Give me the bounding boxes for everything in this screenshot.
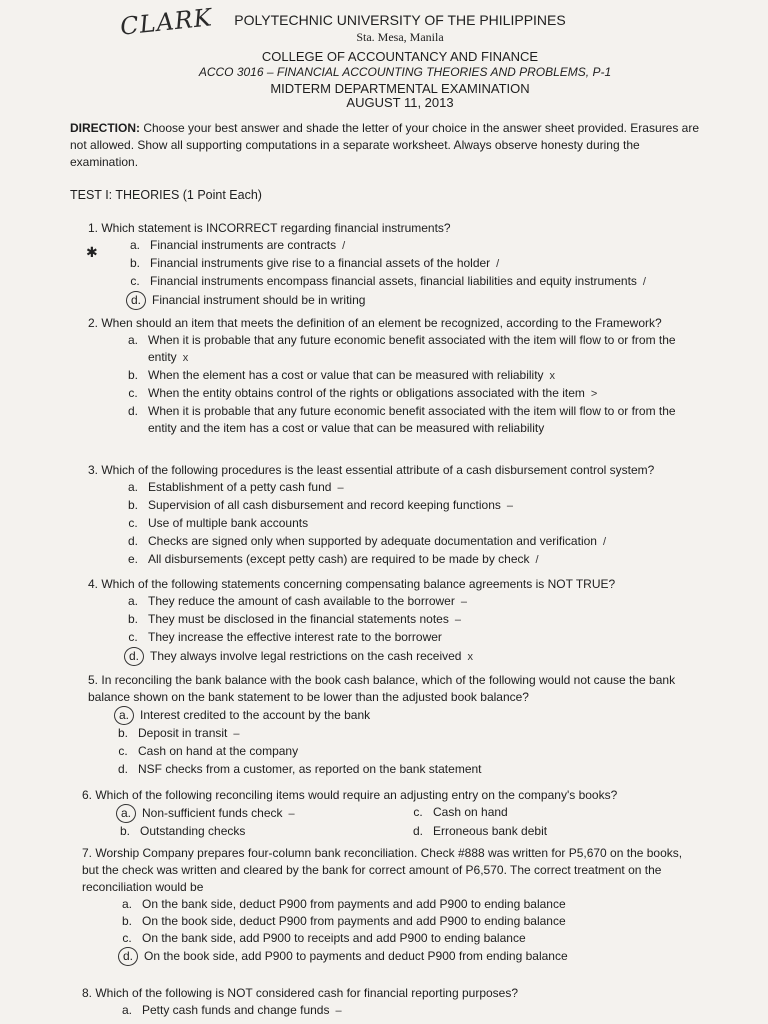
option-letter: e. [127,552,138,566]
option-text: Supervision of all cash disbursement and record keeping functions [148,498,501,512]
option-letter: a. [129,238,140,252]
check-mark: x [467,651,473,663]
exam-title: MIDTERM DEPARTMENTAL EXAMINATION [270,81,530,96]
option-text: On the book side, add P900 to payments and deduct P900 from ending balance [144,949,568,963]
option-text: When it is probable that any future economic benefit associated with the item will flow to or from the entity [148,333,676,364]
option-text: Use of multiple bank accounts [148,516,309,530]
option-letter: a. [127,594,138,608]
option-text: When the element has a cost or value that can be measured with reliability [148,368,544,382]
option-a [114,706,700,725]
option-d [124,403,700,438]
option-text: On the bank side, deduct P900 from payments and add P900 to ending balance [142,897,566,911]
check-mark: > [590,388,598,400]
option-letter: b. [117,726,128,740]
handwritten-name: CLARK [118,3,214,41]
question-number: 1. [88,221,99,235]
option-text: Financial instrument should be in writing [152,293,366,307]
option-letter: b. [119,824,130,838]
question-7 [82,845,700,966]
option-text: On the book side, deduct P900 from payments and add P900 to ending balance [142,914,566,928]
direction-label: DIRECTION: [70,121,140,135]
direction-paragraph [70,120,702,171]
question-stem: Which of the following is NOT considered cash for financial reporting purposes? [95,986,519,1000]
check-mark: / [342,240,346,252]
check-mark: – [288,808,295,820]
option-a [126,237,718,255]
question-number: 2. [88,316,99,330]
option-text: Financial instruments encompass financial assets, financial liabilities and equity instruments [150,274,637,288]
option-c [409,804,702,823]
option-c [114,743,700,761]
option-letter-circled: a. [116,804,136,823]
option-b [124,497,708,515]
option-text: Establishment of a petty cash fund [148,480,332,494]
question-3 [88,462,708,569]
university-location: Sta. Mesa, Manila [356,30,444,44]
option-b [124,611,708,629]
option-letter: a. [127,480,138,494]
check-mark: x [182,352,189,364]
question-2 [88,315,700,438]
option-letter: c. [130,274,140,288]
option-letter: c. [122,931,132,945]
option-letter: a. [121,1003,132,1017]
option-text: Petty cash funds and change funds [142,1003,330,1017]
option-a [116,804,409,823]
option-letter: b. [127,612,138,626]
question-number: 8. [82,986,93,1000]
option-letter: a. [121,897,132,911]
option-c [124,629,708,647]
question-stem: Which of the following reconciling items would require an adjusting entry on the company's books? [95,788,618,802]
option-letter: b. [121,914,132,928]
check-mark: / [642,276,646,288]
option-text: They always involve legal restrictions on the cash received [150,649,462,663]
option-letter: c. [128,516,138,530]
option-a [118,1002,702,1020]
option-text: Non-sufficient funds check [142,806,283,820]
option-c [118,930,700,947]
option-d [124,533,708,551]
option-text: Interest credited to the account by the bank [140,708,371,722]
option-text: All disbursements (except petty cash) are required to be made by check [148,552,530,566]
option-text: They increase the effective interest rate to the borrower [148,630,442,644]
direction-text: Choose your best answer and shade the letter of your choice in the answer sheet provided. Erasures are not allowed. Show all supporting computations in a separate worksheet. Always observe honesty during the examination. [70,121,699,169]
option-text: Financial instruments are contracts [150,238,337,252]
option-b [124,367,700,385]
option-text: Outstanding checks [140,824,246,838]
option-text: NSF checks from a customer, as reported on the bank statement [138,762,482,776]
question-6 [82,787,702,840]
option-a [124,479,708,497]
option-d [409,823,702,840]
option-c [124,385,700,403]
college-name: COLLEGE OF ACCOUNTANCY AND FINANCE [261,49,539,64]
question-1 [88,220,718,310]
question-number: 5. [88,673,99,687]
option-d [114,761,700,779]
option-text: Financial instruments give rise to a financial assets of the holder [150,256,491,270]
option-letter: a. [127,333,138,347]
check-mark: – [337,482,344,494]
check-mark: / [535,554,539,566]
check-mark: – [454,614,461,626]
option-b [116,823,409,840]
option-c [126,273,718,291]
check-mark: / [496,258,500,270]
option-d [118,947,700,966]
exam-date: AUGUST 11, 2013 [346,95,454,110]
option-letter-circled: d. [126,291,146,310]
option-text: Cash on hand [433,805,508,819]
option-letter: b. [127,368,138,382]
option-letter: d. [127,534,138,548]
option-letter: d. [412,824,423,838]
option-letter: b. [127,498,138,512]
question-8 [82,985,702,1020]
option-letter-circled: d. [124,647,144,666]
option-b [118,913,700,930]
question-5 [88,672,700,779]
option-a [124,332,700,367]
option-text: On the bank side, add P900 to receipts and add P900 to ending balance [142,931,526,945]
check-mark: – [233,728,240,740]
option-letter: b. [129,256,140,270]
option-a [124,593,708,611]
question-number: 6. [82,788,93,802]
check-mark: – [506,500,513,512]
check-mark: – [460,596,467,608]
check-mark: – [335,1005,342,1017]
option-text: Checks are signed only when supported by adequate documentation and verification [148,534,597,548]
test-title: TEST I: THEORIES (1 Point Each) [70,188,262,202]
check-mark: / [602,536,607,548]
option-letter: d. [117,762,128,776]
question-stem: Which of the following procedures is the least essential attribute of a cash disbursement control system? [101,463,655,477]
option-letter: c. [128,386,138,400]
option-b [114,725,700,743]
option-letter: c. [128,630,138,644]
university-name: POLYTECHNIC UNIVERSITY OF THE PHILIPPINES [234,12,566,28]
option-c [124,515,708,533]
option-text: Erroneous bank debit [433,824,548,838]
option-text: When it is probable that any future economic benefit associated with the item will flow to or from the entity and the item has a cost or value that can be measured with reliability [148,404,676,435]
option-e [124,551,708,569]
option-letter: c. [118,744,128,758]
option-text: They must be disclosed in the financial statements notes [148,612,449,626]
question-stem: In reconciling the bank balance with the book cash balance, which of the following would not cause the bank balance shown on the bank statement to be lower than the adjusted book balance? [88,673,676,704]
question-number: 4. [88,577,99,591]
option-letter: c. [413,805,423,819]
option-b [126,255,718,273]
question-stem: Which of the following statements concerning compensating balance agreements is NOT TRUE? [101,577,616,591]
option-letter-circled: a. [114,706,134,725]
question-4 [88,576,708,666]
option-text: Deposit in transit [138,726,228,740]
option-text: Cash on hand at the company [138,744,299,758]
option-a [118,896,700,913]
question-stem: When should an item that meets the definition of an element be recognized, according to the Framework? [101,316,662,330]
check-mark: x [549,370,556,382]
option-text: They reduce the amount of cash available to the borrower [148,594,455,608]
option-letter-circled: d. [118,947,138,966]
option-letter: d. [127,404,138,418]
option-d [124,647,708,666]
question-number: 3. [88,463,99,477]
star-doodle-icon: ✱ [86,244,98,260]
course-title: ACCO 3016 – FINANCIAL ACCOUNTING THEORIES AND PROBLEMS, P-1 [198,65,612,79]
option-text: When the entity obtains control of the rights or obligations associated with the item [148,386,585,400]
question-number: 7. [82,846,93,860]
question-stem: Worship Company prepares four-column bank reconciliation. Check #888 was written for P5,670 on the books, but the check was written and cleared by the bank for correct amount of P6,570. The correct treatment on the reconciliation would be [82,846,683,894]
question-stem: Which statement is INCORRECT regarding financial instruments? [101,221,451,235]
option-d [126,291,718,310]
